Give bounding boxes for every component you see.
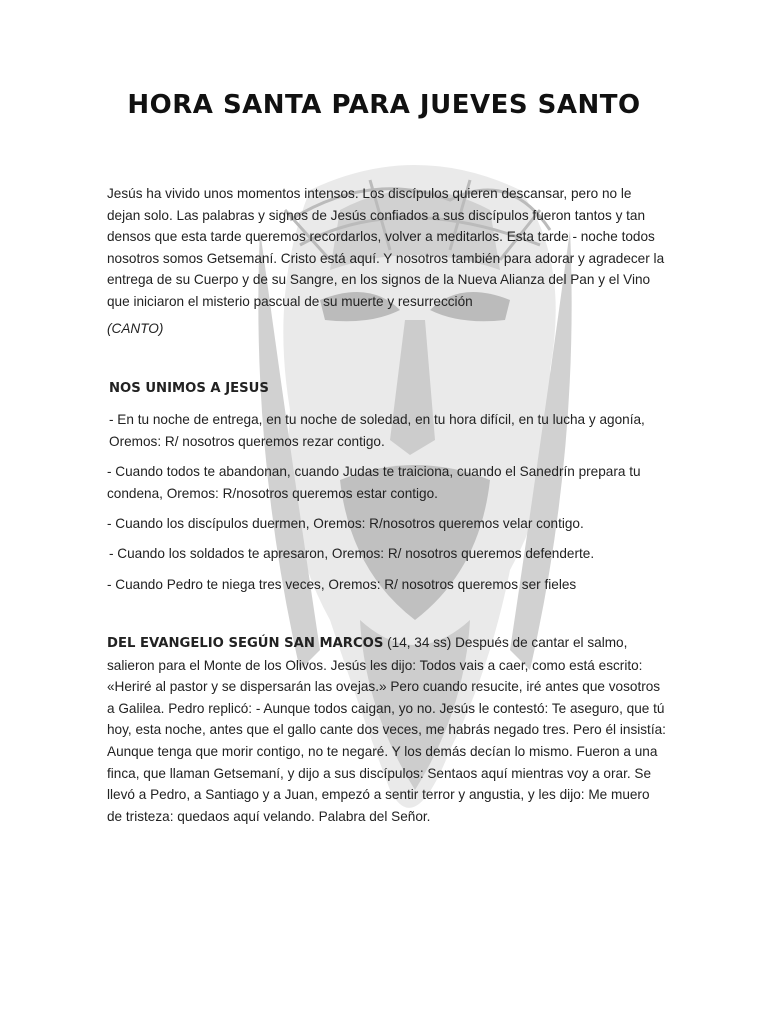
intro-paragraph: Jesús ha vivido unos momentos intensos. Los discípulos quieren descansar, pero no le dejan solo. Las palabras y signos de Jesús confiados a sus discípulos fueron tantos y tan densos que esta tarde queremos recordarlos, volver a meditarlos. Esta tarde - noche todos nosotros somos Getsemaní. Cristo está aquí. Y nosotros también para adorar y agradecer la entrega de su Cuerpo y de su Sangre, en los signos de la Nueva Alianza del Pan y el Vino que iniciaron el misterio pascual de su muerte y resurrección (107, 186, 665, 309)
petition-2: - Cuando todos te abandonan, cuando Judas te traiciona, cuando el Sanedrín prepara tu condena, Oremos: R/nosotros queremos estar contigo. (107, 464, 641, 501)
section-heading: NOS UNIMOS A JESUS (109, 381, 269, 396)
canto-note: (CANTO) (107, 321, 164, 336)
petition-3: - Cuando los discípulos duermen, Oremos: R/nosotros queremos velar contigo. (107, 516, 584, 531)
petition-5: - Cuando Pedro te niega tres veces, Oremos: R/ nosotros queremos ser fieles (107, 577, 577, 592)
gospel-body: Después de cantar el salmo, salieron para el Monte de los Olivos. Jesús les dijo: Todos vais a caer, como está escrito: «Heriré al pastor y se dispersarán las ovejas.» Pero cuando resucite, iré antes que vosotros a Galilea. Pedro replicó: - Aunque todos caigan, yo no. Jesús le contestó: Te aseguro, que tú hoy, esta noche, antes que el gallo cante dos veces, me habrás negado tres. Pero él insistía: Aunque tenga que morir contigo, no te negaré. Y los demás decían lo mismo. Fueron a una finca, que llaman Getsemaní, y dijo a sus discípulos: Sentaos aquí mientras voy a orar. Se llevó a Pedro, a Santiago y a Juan, empezó a sentir terror y angustia, y les dijo: Me muero de tristeza: quedaos aquí velando. Palabra del Señor. (107, 635, 666, 824)
petition-4: - Cuando los soldados te apresaron, Oremos: R/ nosotros queremos defenderte. (109, 546, 595, 561)
petition-1: - En tu noche de entrega, en tu noche de soledad, en tu hora difícil, en tu lucha y agonía, Oremos: R/ nosotros queremos rezar contigo. (109, 412, 645, 449)
gospel-paragraph (107, 632, 667, 827)
gospel-heading: DEL EVANGELIO SEGÚN SAN MARCOS (107, 636, 384, 651)
gospel-reference: (14, 34 ss) (383, 635, 452, 650)
document-title: HORA SANTA PARA JUEVES SANTO (127, 90, 641, 120)
